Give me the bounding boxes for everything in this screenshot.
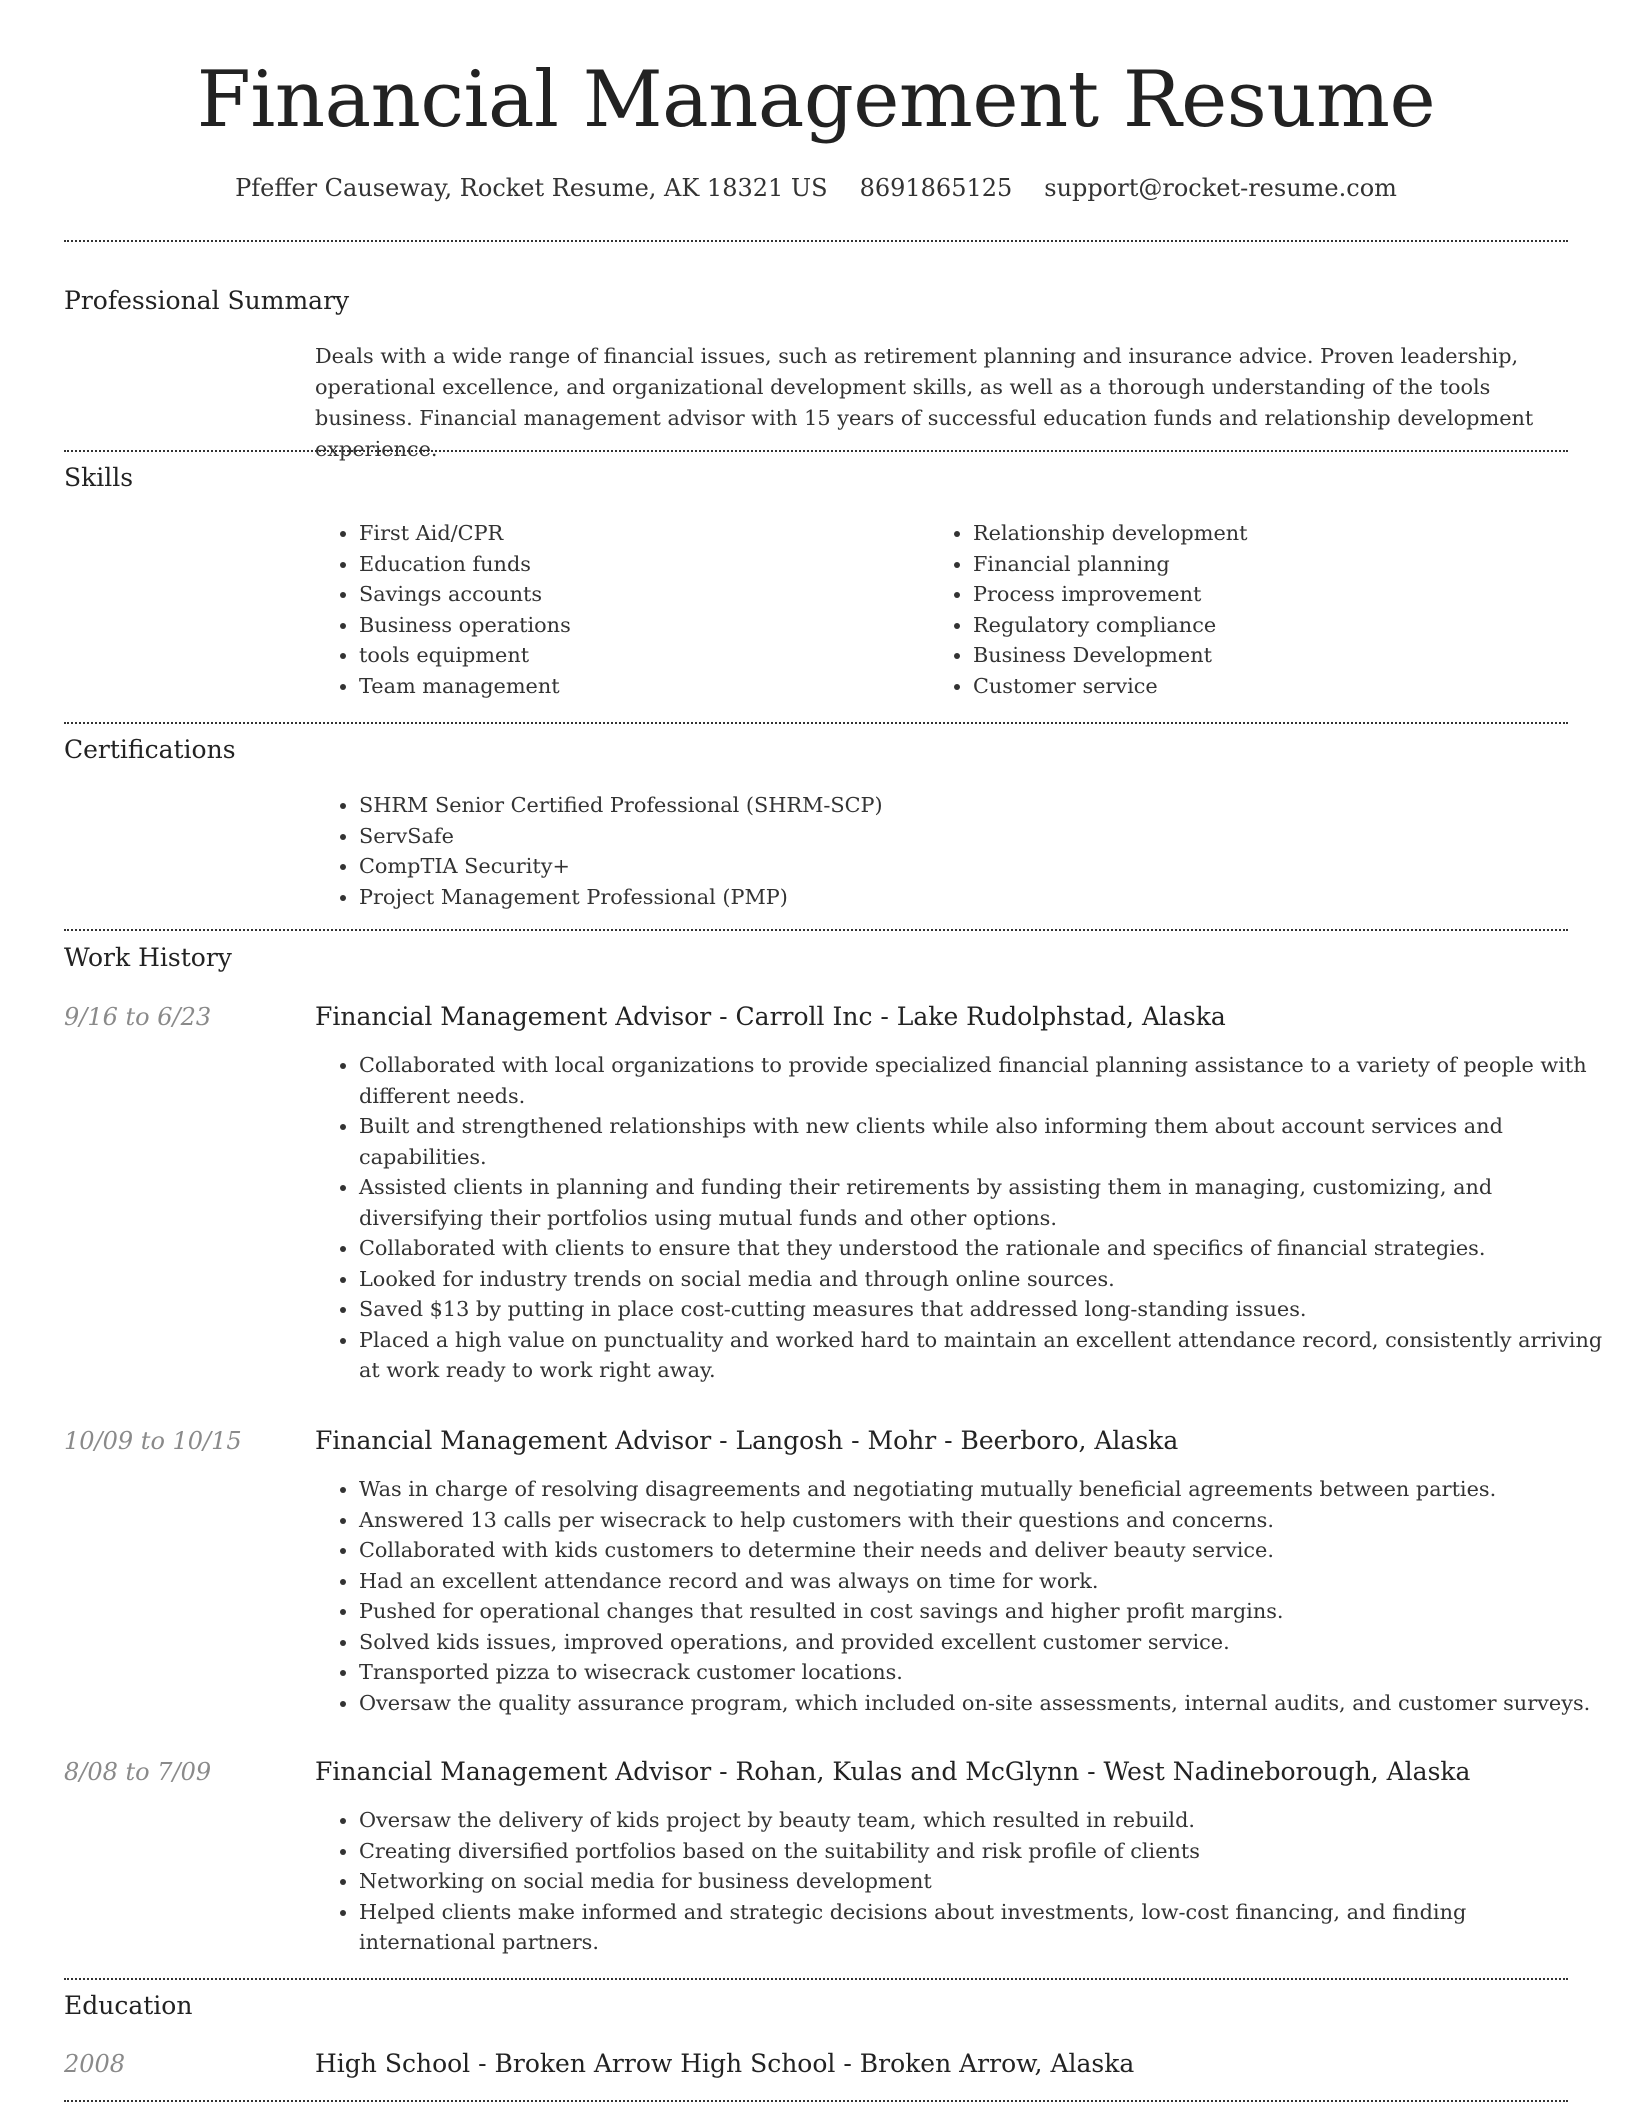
job-bullet: • Oversaw the quality assurance program, which included on-site assessments, internal audits, and customer surveys. bbox=[359, 1688, 1609, 1719]
job-date: 10/09 to 10/15 bbox=[64, 1427, 242, 1455]
job-title: Financial Management Advisor - Carroll Inc - Lake Rudolphstad, Alaska bbox=[315, 1002, 1226, 1031]
job-bullet: • Helped clients make informed and strategic decisions about investments, low-cost financing, and finding international partners. bbox=[359, 1897, 1609, 1958]
skill-item: • Financial planning bbox=[973, 549, 1593, 580]
section-divider bbox=[64, 722, 1568, 724]
skill-item: • Regulatory compliance bbox=[973, 610, 1593, 641]
skill-item: • Business operations bbox=[359, 610, 959, 641]
certification-item: • SHRM Senior Certified Professional (SHRM-SCP) bbox=[359, 790, 1599, 821]
section-divider bbox=[64, 450, 1568, 452]
skill-item: • Customer service bbox=[973, 671, 1593, 702]
education-heading: Education bbox=[64, 1991, 193, 2020]
job-bullet: • Transported pizza to wisecrack customer locations. bbox=[359, 1657, 1609, 1688]
certifications-list bbox=[315, 790, 1599, 912]
resume-title: Financial Management Resume bbox=[196, 55, 1436, 145]
certification-item: • ServSafe bbox=[359, 821, 1599, 852]
summary-heading: Professional Summary bbox=[64, 286, 350, 315]
summary-text: Deals with a wide range of financial issues, such as retirement planning and insurance advice. Proven leadership, operational excellence, and organizational development skills, as well as a thorough understanding of the tools business. Financial management advisor with 15 years of successful education funds and relationship development experience. bbox=[315, 344, 1534, 461]
job-bullet: • Collaborated with local organizations to provide specialized financial planning assistance to a variety of people with different needs. bbox=[359, 1050, 1609, 1111]
section-divider bbox=[64, 929, 1568, 931]
contact-phone: 8691865125 bbox=[859, 174, 1013, 202]
job-bullets bbox=[315, 1474, 1609, 1718]
certification-item: • CompTIA Security+ bbox=[359, 851, 1599, 882]
skill-item: • Savings accounts bbox=[359, 579, 959, 610]
job-date: 8/08 to 7/09 bbox=[64, 1758, 212, 1786]
job-bullet: • Had an excellent attendance record and was always on time for work. bbox=[359, 1566, 1609, 1597]
contact-email: support@rocket-resume.com bbox=[1044, 174, 1397, 202]
work-history-heading: Work History bbox=[64, 943, 232, 972]
certification-item: • Project Management Professional (PMP) bbox=[359, 882, 1599, 913]
job-bullet: • Built and strengthened relationships with new clients while also informing them about account services and capabilities. bbox=[359, 1111, 1609, 1172]
section-divider bbox=[64, 240, 1568, 242]
job-bullet: • Pushed for operational changes that resulted in cost savings and higher profit margins. bbox=[359, 1596, 1609, 1627]
contact-line bbox=[0, 170, 1632, 206]
skills-heading: Skills bbox=[64, 463, 134, 492]
education-date: 2008 bbox=[64, 2050, 126, 2078]
skill-item: • Team management bbox=[359, 671, 959, 702]
skills-list-right bbox=[929, 518, 1593, 701]
job-bullet: • Looked for industry trends on social media and through online sources. bbox=[359, 1264, 1609, 1295]
section-divider bbox=[64, 2100, 1568, 2102]
job-bullets bbox=[315, 1805, 1609, 1958]
job-bullet: • Placed a high value on punctuality and worked hard to maintain an excellent attendance record, consistently arriving at work ready to work right away. bbox=[359, 1325, 1609, 1386]
contact-address: Pfeffer Causeway, Rocket Resume, AK 18321 US bbox=[235, 174, 828, 202]
job-bullet: • Networking on social media for business development bbox=[359, 1866, 1609, 1897]
job-title: Financial Management Advisor - Langosh - Mohr - Beerboro, Alaska bbox=[315, 1426, 1179, 1455]
certifications-heading: Certifications bbox=[64, 735, 236, 764]
education-entry: High School - Broken Arrow High School - Broken Arrow, Alaska bbox=[315, 2049, 1135, 2078]
section-divider bbox=[64, 1978, 1568, 1980]
job-bullet: • Saved $13 by putting in place cost-cutting measures that addressed long-standing issues. bbox=[359, 1294, 1609, 1325]
job-bullet: • Was in charge of resolving disagreements and negotiating mutually beneficial agreements between parties. bbox=[359, 1474, 1609, 1505]
job-bullet: • Creating diversified portfolios based on the suitability and risk profile of clients bbox=[359, 1836, 1609, 1867]
skills-list-left bbox=[315, 518, 959, 701]
job-bullet: • Solved kids issues, improved operations, and provided excellent customer service. bbox=[359, 1627, 1609, 1658]
skill-item: • Business Development bbox=[973, 640, 1593, 671]
job-title: Financial Management Advisor - Rohan, Kulas and McGlynn - West Nadineborough, Alaska bbox=[315, 1757, 1471, 1786]
job-bullet: • Assisted clients in planning and funding their retirements by assisting them in managing, customizing, and diversifying their portfolios using mutual funds and other options. bbox=[359, 1172, 1609, 1233]
job-bullet: • Answered 13 calls per wisecrack to help customers with their questions and concerns. bbox=[359, 1505, 1609, 1536]
job-bullets bbox=[315, 1050, 1609, 1386]
skill-item: • tools equipment bbox=[359, 640, 959, 671]
job-bullet: • Collaborated with clients to ensure that they understood the rationale and specifics of financial strategies. bbox=[359, 1233, 1609, 1264]
job-bullet: • Oversaw the delivery of kids project by beauty team, which resulted in rebuild. bbox=[359, 1805, 1609, 1836]
skill-item: • Education funds bbox=[359, 549, 959, 580]
job-date: 9/16 to 6/23 bbox=[64, 1003, 212, 1031]
skill-item: • Process improvement bbox=[973, 579, 1593, 610]
job-bullet: • Collaborated with kids customers to determine their needs and deliver beauty service. bbox=[359, 1535, 1609, 1566]
skill-item: • Relationship development bbox=[973, 518, 1593, 549]
skill-item: • First Aid/CPR bbox=[359, 518, 959, 549]
